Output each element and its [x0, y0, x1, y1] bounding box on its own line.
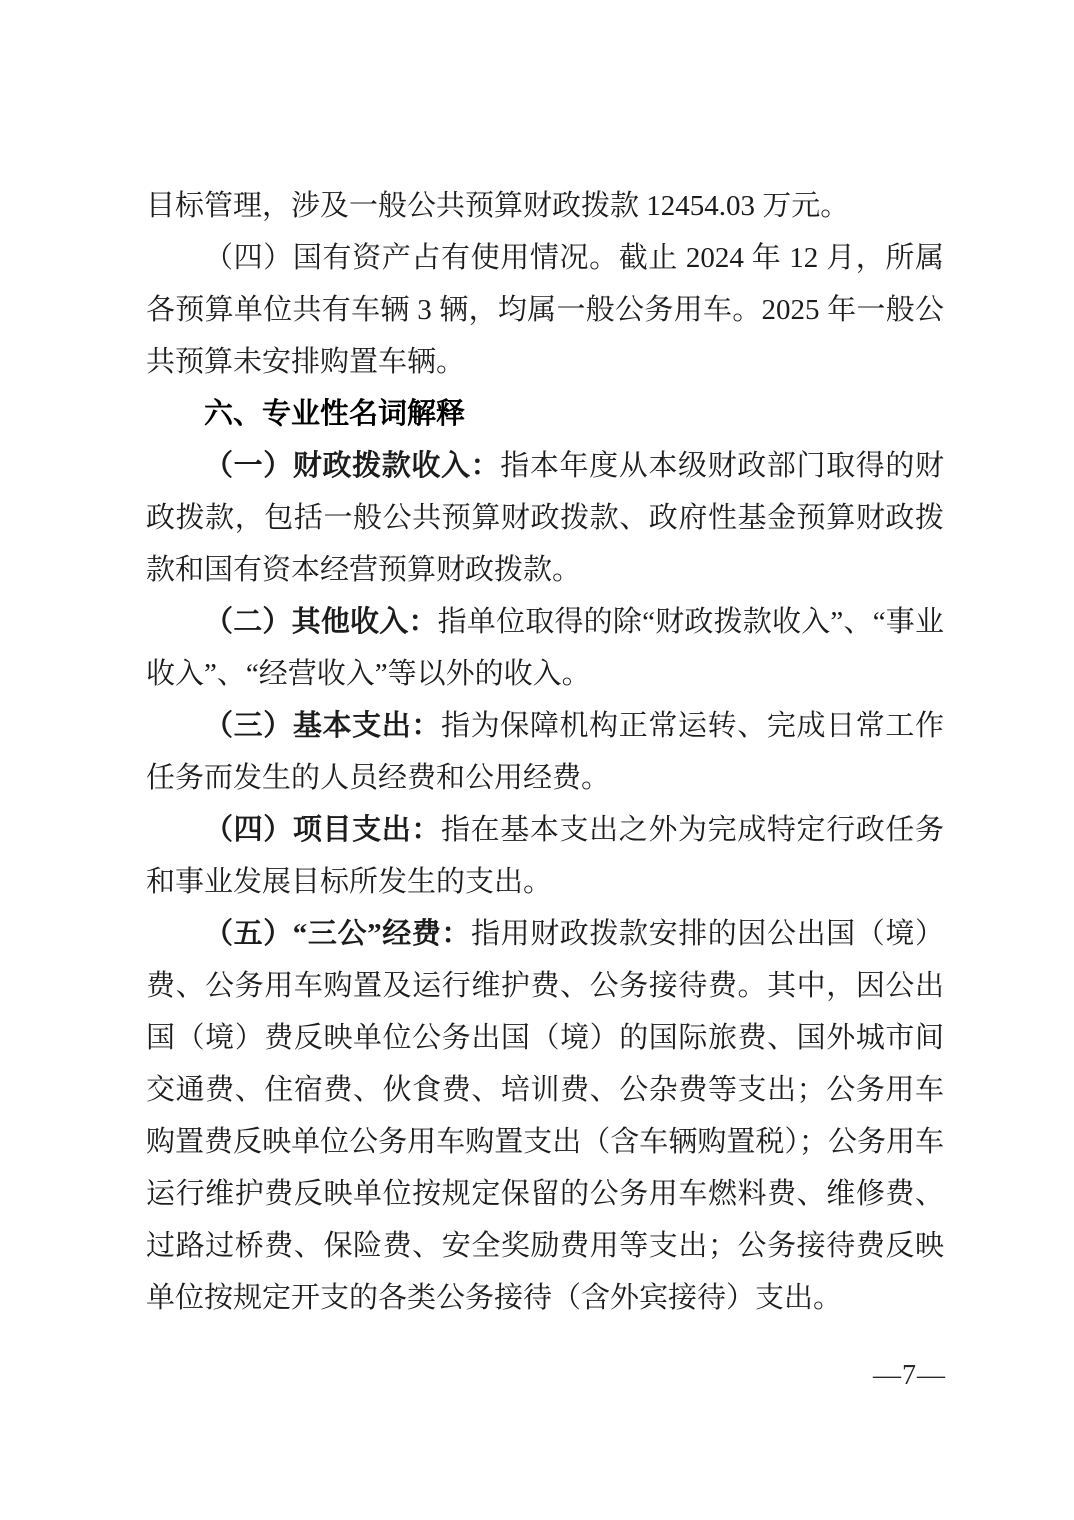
term-label: （三）基本支出： — [204, 710, 441, 742]
term-definition: 指用财政拨款安排的因公出国（境）费、公务用车购置及运行维护费、公务接待费。其中，因公出国（境）费反映单位公务出国（境）的国际旅费、国外城市间交通费、住宿费、伙食费、培训费、公杂费等支出；公务用车购置费反映单位公务用车购置支出（含车辆购置税）；公务用车运行维护费反映单位按规定保留的公务用车燃料费、维修费、过路过桥费、保险费、安全奖励费用等支出；公务接待费反映单位按规定开支的各类公务接待（含外宾接待）支出。 — [146, 918, 944, 1314]
term-definition: 指本年度从本级财政部门取得的财政拨款，包括一般公共预算财政拨款、政府性基金预算财政拨款和国有资本经营预算财政拨款。 — [146, 450, 944, 586]
term-definition: 指单位取得的除“财政拨款收入”、“事业收入”、“经营收入”等以外的收入。 — [146, 606, 944, 690]
section-heading-terminology: 六、专业性名词解释 — [204, 398, 466, 430]
term-paragraph-fiscal-appropriation-income — [146, 440, 944, 596]
document-body — [146, 180, 944, 1324]
term-paragraph-other-income — [146, 596, 944, 700]
term-paragraph-three-public-funds — [146, 908, 944, 1324]
term-paragraph-basic-expenditure — [146, 700, 944, 804]
term-label: （二）其他收入： — [204, 606, 438, 638]
term-definition: 指在基本支出之外为完成特定行政任务和事业发展目标所发生的支出。 — [146, 814, 944, 898]
term-label: （一）财政拨款收入： — [204, 450, 501, 482]
paragraph-intro-continuation: 目标管理，涉及一般公共预算财政拨款 12454.03 万元。 — [146, 190, 850, 222]
term-paragraph-project-expenditure — [146, 804, 944, 908]
term-label: （五）“三公”经费： — [204, 918, 471, 950]
term-definition: 指为保障机构正常运转、完成日常工作任务而发生的人员经费和公用经费。 — [146, 710, 944, 794]
paragraph-state-assets: （四）国有资产占有使用情况。截止 2024 年 12 月，所属各预算单位共有车辆 3 辆，均属一般公务用车。2025 年一般公共预算未安排购置车辆。 — [146, 242, 944, 378]
term-label: （四）项目支出： — [204, 814, 441, 846]
page-number: —7— — [873, 1360, 946, 1391]
